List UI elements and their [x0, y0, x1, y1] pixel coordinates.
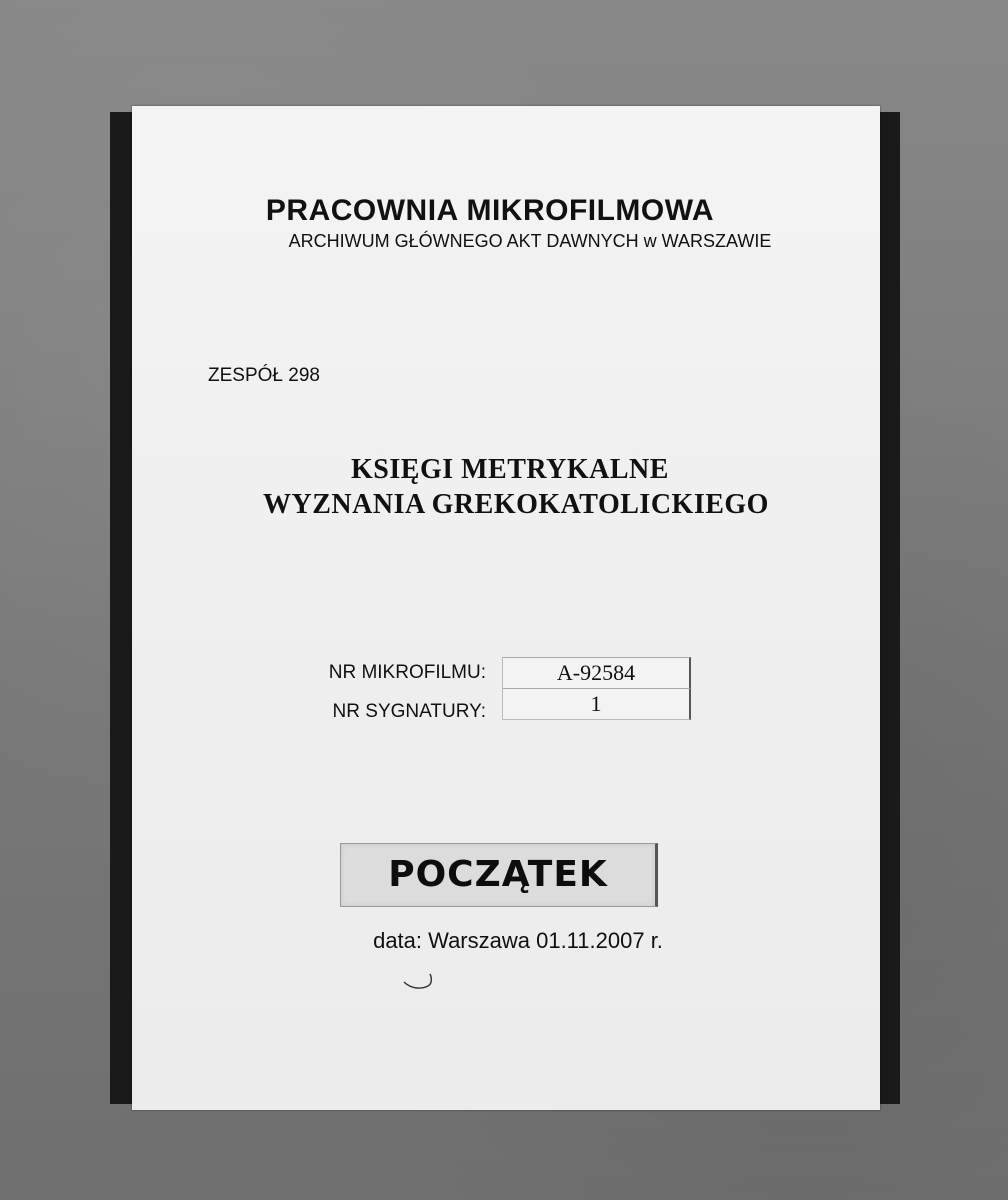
book-title-line-1: KSIĘGI METRYKALNE [351, 454, 669, 485]
microfilm-number-label: NR MIKROFILMU: [328, 662, 486, 683]
signature-number-value: 1 [502, 689, 691, 720]
archive-subtitle: ARCHIWUM GŁÓWNEGO AKT DAWNYCH w WARSZAWIE [288, 231, 772, 251]
pen-mark-icon [402, 972, 434, 994]
signature-number-label: NR SYGNATURY: [332, 701, 486, 722]
book-title-line-2: WYZNANIA GREKOKATOLICKIEGO [263, 489, 769, 520]
target-card [132, 106, 880, 1110]
microfilm-number-value: A-92584 [502, 657, 691, 689]
date-line: data: Warszawa 01.11.2007 r. [373, 928, 663, 953]
start-marker-label: POCZĄTEK [340, 843, 658, 907]
lab-title: PRACOWNIA MIKROFILMOWA [265, 194, 715, 227]
fonds-number: ZESPÓŁ 298 [208, 365, 320, 386]
